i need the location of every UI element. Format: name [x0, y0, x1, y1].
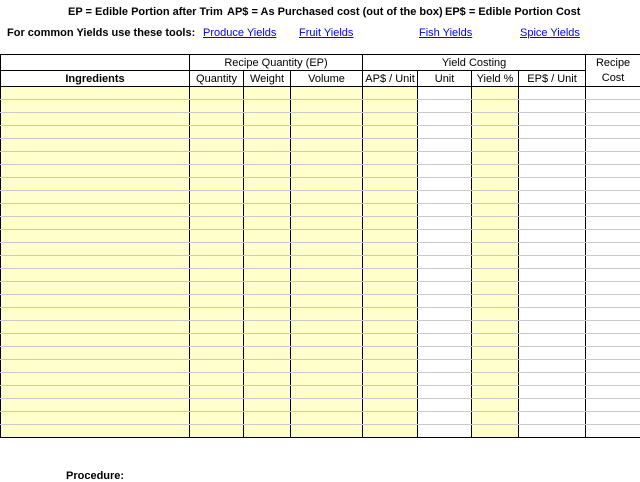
- unit-cell[interactable]: [418, 347, 472, 360]
- ingredient-cell[interactable]: [1, 295, 190, 308]
- quantity-cell[interactable]: [190, 165, 244, 178]
- ap-unit-cell[interactable]: [363, 282, 418, 295]
- yield-cell[interactable]: [472, 100, 519, 113]
- ingredient-cell[interactable]: [1, 282, 190, 295]
- unit-cell[interactable]: [418, 308, 472, 321]
- recipe-cost-cell[interactable]: [586, 347, 640, 360]
- volume-cell[interactable]: [291, 100, 363, 113]
- ep-unit-cell[interactable]: [519, 243, 586, 256]
- unit-cell[interactable]: [418, 373, 472, 386]
- recipe-cost-cell[interactable]: [586, 243, 640, 256]
- volume-cell[interactable]: [291, 308, 363, 321]
- yield-cell[interactable]: [472, 321, 519, 334]
- unit-cell[interactable]: [418, 165, 472, 178]
- ingredient-cell[interactable]: [1, 230, 190, 243]
- ap-unit-cell[interactable]: [363, 152, 418, 165]
- quantity-cell[interactable]: [190, 321, 244, 334]
- ap-unit-cell[interactable]: [363, 256, 418, 269]
- table-row: [1, 87, 640, 100]
- recipe-cost-cell[interactable]: [586, 360, 640, 373]
- recipe-cost-cell[interactable]: [586, 217, 640, 230]
- weight-cell[interactable]: [244, 217, 291, 230]
- quantity-header: Quantity: [190, 71, 244, 87]
- ep-unit-cell[interactable]: [519, 360, 586, 373]
- ep-unit-cell[interactable]: [519, 425, 586, 438]
- ap-unit-cell[interactable]: [363, 191, 418, 204]
- ep-unit-cell[interactable]: [519, 178, 586, 191]
- unit-cell[interactable]: [418, 399, 472, 412]
- ingredient-cell[interactable]: [1, 412, 190, 425]
- weight-cell[interactable]: [244, 100, 291, 113]
- yield-cell[interactable]: [472, 412, 519, 425]
- yield-cell[interactable]: [472, 425, 519, 438]
- table-row: [1, 334, 640, 347]
- ingredient-cell[interactable]: [1, 100, 190, 113]
- recipe-cost-cell[interactable]: [586, 165, 640, 178]
- ep-unit-cell[interactable]: [519, 347, 586, 360]
- recipe-cost-cell[interactable]: [586, 295, 640, 308]
- table-row: [1, 230, 640, 243]
- volume-cell[interactable]: [291, 256, 363, 269]
- volume-cell[interactable]: [291, 399, 363, 412]
- ap-unit-cell[interactable]: [363, 295, 418, 308]
- weight-cell[interactable]: [244, 139, 291, 152]
- yield-cell[interactable]: [472, 217, 519, 230]
- ingredient-cell[interactable]: [1, 386, 190, 399]
- table-row: [1, 178, 640, 191]
- ep-unit-cell[interactable]: [519, 100, 586, 113]
- quantity-cell[interactable]: [190, 113, 244, 126]
- ap-unit-cell[interactable]: [363, 178, 418, 191]
- volume-cell[interactable]: [291, 113, 363, 126]
- yield-cell[interactable]: [472, 399, 519, 412]
- weight-cell[interactable]: [244, 230, 291, 243]
- weight-cell[interactable]: [244, 113, 291, 126]
- quantity-cell[interactable]: [190, 126, 244, 139]
- ingredient-cell[interactable]: [1, 87, 190, 100]
- ingredient-cell[interactable]: [1, 425, 190, 438]
- quantity-cell[interactable]: [190, 139, 244, 152]
- weight-cell[interactable]: [244, 178, 291, 191]
- ep-unit-cell[interactable]: [519, 191, 586, 204]
- ingredient-cell[interactable]: [1, 126, 190, 139]
- quantity-cell[interactable]: [190, 256, 244, 269]
- ingredient-cell[interactable]: [1, 256, 190, 269]
- yield-cell[interactable]: [472, 204, 519, 217]
- yield-tools-label: For common Yields use these tools:: [7, 27, 195, 39]
- ingredient-cell[interactable]: [1, 165, 190, 178]
- quantity-cell[interactable]: [190, 269, 244, 282]
- ap-unit-cell[interactable]: [363, 126, 418, 139]
- unit-cell[interactable]: [418, 139, 472, 152]
- unit-cell[interactable]: [418, 191, 472, 204]
- weight-cell[interactable]: [244, 347, 291, 360]
- volume-cell[interactable]: [291, 165, 363, 178]
- recipe-cost-cell[interactable]: [586, 282, 640, 295]
- ep-unit-cell[interactable]: [519, 399, 586, 412]
- yield-cell[interactable]: [472, 282, 519, 295]
- quantity-cell[interactable]: [190, 360, 244, 373]
- weight-cell[interactable]: [244, 191, 291, 204]
- quantity-cell[interactable]: [190, 412, 244, 425]
- ingredient-cell[interactable]: [1, 347, 190, 360]
- table-row: [1, 269, 640, 282]
- ingredient-cell[interactable]: [1, 373, 190, 386]
- table-row: [1, 425, 640, 438]
- fruit-yields-link[interactable]: Fruit Yields: [299, 27, 353, 39]
- table-row: [1, 360, 640, 373]
- ingredient-cell[interactable]: [1, 191, 190, 204]
- table-row: [1, 256, 640, 269]
- weight-cell[interactable]: [244, 282, 291, 295]
- recipe-cost-cell[interactable]: [586, 87, 640, 100]
- quantity-cell[interactable]: [190, 152, 244, 165]
- recipe-cost-cell[interactable]: [586, 113, 640, 126]
- volume-cell[interactable]: [291, 230, 363, 243]
- ingredient-cell[interactable]: [1, 113, 190, 126]
- table-row: [1, 191, 640, 204]
- unit-cell[interactable]: [418, 243, 472, 256]
- unit-cell[interactable]: [418, 113, 472, 126]
- ep-unit-cell[interactable]: [519, 152, 586, 165]
- table-row: [1, 347, 640, 360]
- yield-cell[interactable]: [472, 295, 519, 308]
- unit-cell[interactable]: [418, 230, 472, 243]
- recipe-cost-cell[interactable]: [586, 191, 640, 204]
- weight-cell[interactable]: [244, 373, 291, 386]
- ap-unit-cell[interactable]: [363, 100, 418, 113]
- weight-header: Weight: [244, 71, 291, 87]
- recipe-cost-header-line1: Recipe: [586, 55, 640, 71]
- weight-cell[interactable]: [244, 269, 291, 282]
- legend-ap: AP$ = As Purchased cost (out of the box): [227, 6, 443, 18]
- ingredient-cell[interactable]: [1, 204, 190, 217]
- ep-unit-cell[interactable]: [519, 321, 586, 334]
- quantity-cell[interactable]: [190, 100, 244, 113]
- ingredients-header-spacer: [1, 55, 190, 71]
- ap-unit-cell[interactable]: [363, 165, 418, 178]
- table-row: [1, 386, 640, 399]
- ep-unit-cell[interactable]: [519, 139, 586, 152]
- weight-cell[interactable]: [244, 308, 291, 321]
- table-row: [1, 217, 640, 230]
- yield-cell[interactable]: [472, 347, 519, 360]
- quantity-cell[interactable]: [190, 334, 244, 347]
- volume-cell[interactable]: [291, 217, 363, 230]
- quantity-cell[interactable]: [190, 373, 244, 386]
- unit-header: Unit: [418, 71, 472, 87]
- quantity-cell[interactable]: [190, 347, 244, 360]
- table-row: [1, 126, 640, 139]
- produce-yields-link[interactable]: Produce Yields: [203, 27, 276, 39]
- yield-costing-group-header: Yield Costing: [363, 55, 586, 71]
- recipe-cost-cell[interactable]: [586, 399, 640, 412]
- yield-cell[interactable]: [472, 152, 519, 165]
- table-row: [1, 204, 640, 217]
- table-row: [1, 295, 640, 308]
- recipe-cost-cell[interactable]: [586, 126, 640, 139]
- ep-unit-cell[interactable]: [519, 230, 586, 243]
- ap-unit-cell[interactable]: [363, 399, 418, 412]
- ap-unit-cell[interactable]: [363, 308, 418, 321]
- table-row: [1, 139, 640, 152]
- recipe-cost-cell[interactable]: [586, 269, 640, 282]
- unit-cell[interactable]: [418, 204, 472, 217]
- ep-unit-cell[interactable]: [519, 256, 586, 269]
- ep-unit-cell[interactable]: [519, 204, 586, 217]
- yield-cell[interactable]: [472, 334, 519, 347]
- volume-cell[interactable]: [291, 152, 363, 165]
- quantity-cell[interactable]: [190, 204, 244, 217]
- recipe-cost-cell[interactable]: [586, 321, 640, 334]
- unit-cell[interactable]: [418, 386, 472, 399]
- ap-unit-cell[interactable]: [363, 360, 418, 373]
- ingredient-rows: [1, 87, 640, 438]
- weight-cell[interactable]: [244, 386, 291, 399]
- quantity-cell[interactable]: [190, 399, 244, 412]
- volume-cell[interactable]: [291, 87, 363, 100]
- volume-cell[interactable]: [291, 373, 363, 386]
- yield-cell[interactable]: [472, 269, 519, 282]
- ep-unit-cell[interactable]: [519, 113, 586, 126]
- ep-unit-cell[interactable]: [519, 386, 586, 399]
- weight-cell[interactable]: [244, 256, 291, 269]
- yield-cell[interactable]: [472, 139, 519, 152]
- weight-cell[interactable]: [244, 334, 291, 347]
- weight-cell[interactable]: [244, 126, 291, 139]
- table-row: [1, 399, 640, 412]
- yield-cell[interactable]: [472, 386, 519, 399]
- yield-cell[interactable]: [472, 256, 519, 269]
- ep-unit-header: EP$ / Unit: [519, 71, 586, 87]
- volume-cell[interactable]: [291, 321, 363, 334]
- yield-cell[interactable]: [472, 191, 519, 204]
- ep-unit-cell[interactable]: [519, 373, 586, 386]
- ingredient-cell[interactable]: [1, 399, 190, 412]
- volume-cell[interactable]: [291, 178, 363, 191]
- volume-cell[interactable]: [291, 360, 363, 373]
- volume-cell[interactable]: [291, 282, 363, 295]
- yield-cell[interactable]: [472, 243, 519, 256]
- procedure-label: Procedure:: [66, 470, 124, 482]
- ap-unit-cell[interactable]: [363, 334, 418, 347]
- recipe-cost-cell[interactable]: [586, 178, 640, 191]
- ap-unit-cell[interactable]: [363, 204, 418, 217]
- recipe-cost-cell[interactable]: [586, 139, 640, 152]
- recipe-quantity-group-header: Recipe Quantity (EP): [190, 55, 363, 71]
- ap-unit-cell[interactable]: [363, 243, 418, 256]
- ep-unit-cell[interactable]: [519, 165, 586, 178]
- quantity-cell[interactable]: [190, 230, 244, 243]
- unit-cell[interactable]: [418, 152, 472, 165]
- ap-unit-cell[interactable]: [363, 347, 418, 360]
- ap-unit-cell[interactable]: [363, 230, 418, 243]
- recipe-cost-cell[interactable]: [586, 373, 640, 386]
- unit-cell[interactable]: [418, 178, 472, 191]
- volume-cell[interactable]: [291, 243, 363, 256]
- volume-cell[interactable]: [291, 204, 363, 217]
- table-row: [1, 321, 640, 334]
- ep-unit-cell[interactable]: [519, 412, 586, 425]
- table-row: [1, 152, 640, 165]
- ingredient-cell[interactable]: [1, 178, 190, 191]
- unit-cell[interactable]: [418, 269, 472, 282]
- weight-cell[interactable]: [244, 412, 291, 425]
- ap-unit-cell[interactable]: [363, 269, 418, 282]
- weight-cell[interactable]: [244, 87, 291, 100]
- volume-cell[interactable]: [291, 425, 363, 438]
- table-row: [1, 373, 640, 386]
- table-row: [1, 282, 640, 295]
- ep-unit-cell[interactable]: [519, 87, 586, 100]
- ap-unit-cell[interactable]: [363, 321, 418, 334]
- quantity-cell[interactable]: [190, 243, 244, 256]
- legend-ep-cost: EP$ = Edible Portion Cost: [445, 6, 580, 18]
- quantity-cell[interactable]: [190, 425, 244, 438]
- ap-unit-cell[interactable]: [363, 373, 418, 386]
- ingredient-cell[interactable]: [1, 360, 190, 373]
- unit-cell[interactable]: [418, 412, 472, 425]
- table-row: [1, 100, 640, 113]
- ingredient-cell[interactable]: [1, 152, 190, 165]
- recipe-costing-table: [0, 54, 640, 438]
- quantity-cell[interactable]: [190, 217, 244, 230]
- ep-unit-cell[interactable]: [519, 282, 586, 295]
- yield-cell[interactable]: [472, 126, 519, 139]
- ap-unit-cell[interactable]: [363, 412, 418, 425]
- yield-cell[interactable]: [472, 373, 519, 386]
- ingredient-cell[interactable]: [1, 334, 190, 347]
- weight-cell[interactable]: [244, 152, 291, 165]
- quantity-cell[interactable]: [190, 87, 244, 100]
- yield-cell[interactable]: [472, 230, 519, 243]
- ingredient-cell[interactable]: [1, 139, 190, 152]
- quantity-cell[interactable]: [190, 386, 244, 399]
- weight-cell[interactable]: [244, 204, 291, 217]
- unit-cell[interactable]: [418, 425, 472, 438]
- recipe-cost-header-line2: Cost: [586, 71, 640, 87]
- volume-cell[interactable]: [291, 386, 363, 399]
- unit-cell[interactable]: [418, 256, 472, 269]
- unit-cell[interactable]: [418, 360, 472, 373]
- ap-unit-cell[interactable]: [363, 87, 418, 100]
- weight-cell[interactable]: [244, 399, 291, 412]
- unit-cell[interactable]: [418, 126, 472, 139]
- unit-cell[interactable]: [418, 87, 472, 100]
- volume-cell[interactable]: [291, 334, 363, 347]
- weight-cell[interactable]: [244, 321, 291, 334]
- volume-cell[interactable]: [291, 269, 363, 282]
- ep-unit-cell[interactable]: [519, 269, 586, 282]
- ap-unit-header: AP$ / Unit: [363, 71, 418, 87]
- ingredients-header: Ingredients: [1, 71, 190, 87]
- table-row: [1, 243, 640, 256]
- unit-cell[interactable]: [418, 334, 472, 347]
- recipe-cost-cell[interactable]: [586, 308, 640, 321]
- quantity-cell[interactable]: [190, 308, 244, 321]
- unit-cell[interactable]: [418, 282, 472, 295]
- weight-cell[interactable]: [244, 243, 291, 256]
- recipe-cost-cell[interactable]: [586, 334, 640, 347]
- ingredient-cell[interactable]: [1, 217, 190, 230]
- recipe-cost-cell[interactable]: [586, 412, 640, 425]
- weight-cell[interactable]: [244, 425, 291, 438]
- table-row: [1, 165, 640, 178]
- recipe-cost-cell[interactable]: [586, 425, 640, 438]
- weight-cell[interactable]: [244, 295, 291, 308]
- unit-cell[interactable]: [418, 217, 472, 230]
- recipe-cost-cell[interactable]: [586, 230, 640, 243]
- quantity-cell[interactable]: [190, 191, 244, 204]
- legend-ep: EP = Edible Portion after Trim: [68, 6, 223, 18]
- ingredient-cell[interactable]: [1, 308, 190, 321]
- recipe-cost-cell[interactable]: [586, 204, 640, 217]
- yield-percent-header: Yield %: [472, 71, 519, 87]
- ingredient-cell[interactable]: [1, 321, 190, 334]
- ap-unit-cell[interactable]: [363, 386, 418, 399]
- table-row: [1, 113, 640, 126]
- yield-cell[interactable]: [472, 113, 519, 126]
- volume-cell[interactable]: [291, 412, 363, 425]
- recipe-cost-cell[interactable]: [586, 100, 640, 113]
- volume-cell[interactable]: [291, 347, 363, 360]
- yield-cell[interactable]: [472, 178, 519, 191]
- ep-unit-cell[interactable]: [519, 295, 586, 308]
- volume-cell[interactable]: [291, 139, 363, 152]
- ingredient-cell[interactable]: [1, 269, 190, 282]
- ep-unit-cell[interactable]: [519, 126, 586, 139]
- fish-yields-link[interactable]: Fish Yields: [419, 27, 472, 39]
- yield-cell[interactable]: [472, 360, 519, 373]
- table-row: [1, 412, 640, 425]
- volume-cell[interactable]: [291, 191, 363, 204]
- ap-unit-cell[interactable]: [363, 113, 418, 126]
- yield-cell[interactable]: [472, 87, 519, 100]
- yield-cell[interactable]: [472, 165, 519, 178]
- volume-cell[interactable]: [291, 126, 363, 139]
- quantity-cell[interactable]: [190, 282, 244, 295]
- unit-cell[interactable]: [418, 295, 472, 308]
- recipe-cost-cell[interactable]: [586, 256, 640, 269]
- ap-unit-cell[interactable]: [363, 425, 418, 438]
- quantity-cell[interactable]: [190, 178, 244, 191]
- yield-cell[interactable]: [472, 308, 519, 321]
- recipe-cost-cell[interactable]: [586, 386, 640, 399]
- quantity-cell[interactable]: [190, 295, 244, 308]
- unit-cell[interactable]: [418, 100, 472, 113]
- weight-cell[interactable]: [244, 360, 291, 373]
- ep-unit-cell[interactable]: [519, 334, 586, 347]
- ingredient-cell[interactable]: [1, 243, 190, 256]
- recipe-cost-cell[interactable]: [586, 152, 640, 165]
- unit-cell[interactable]: [418, 321, 472, 334]
- ep-unit-cell[interactable]: [519, 217, 586, 230]
- volume-header: Volume: [291, 71, 363, 87]
- weight-cell[interactable]: [244, 165, 291, 178]
- ap-unit-cell[interactable]: [363, 217, 418, 230]
- ap-unit-cell[interactable]: [363, 139, 418, 152]
- table-row: [1, 308, 640, 321]
- volume-cell[interactable]: [291, 295, 363, 308]
- spice-yields-link[interactable]: Spice Yields: [520, 27, 580, 39]
- ep-unit-cell[interactable]: [519, 308, 586, 321]
